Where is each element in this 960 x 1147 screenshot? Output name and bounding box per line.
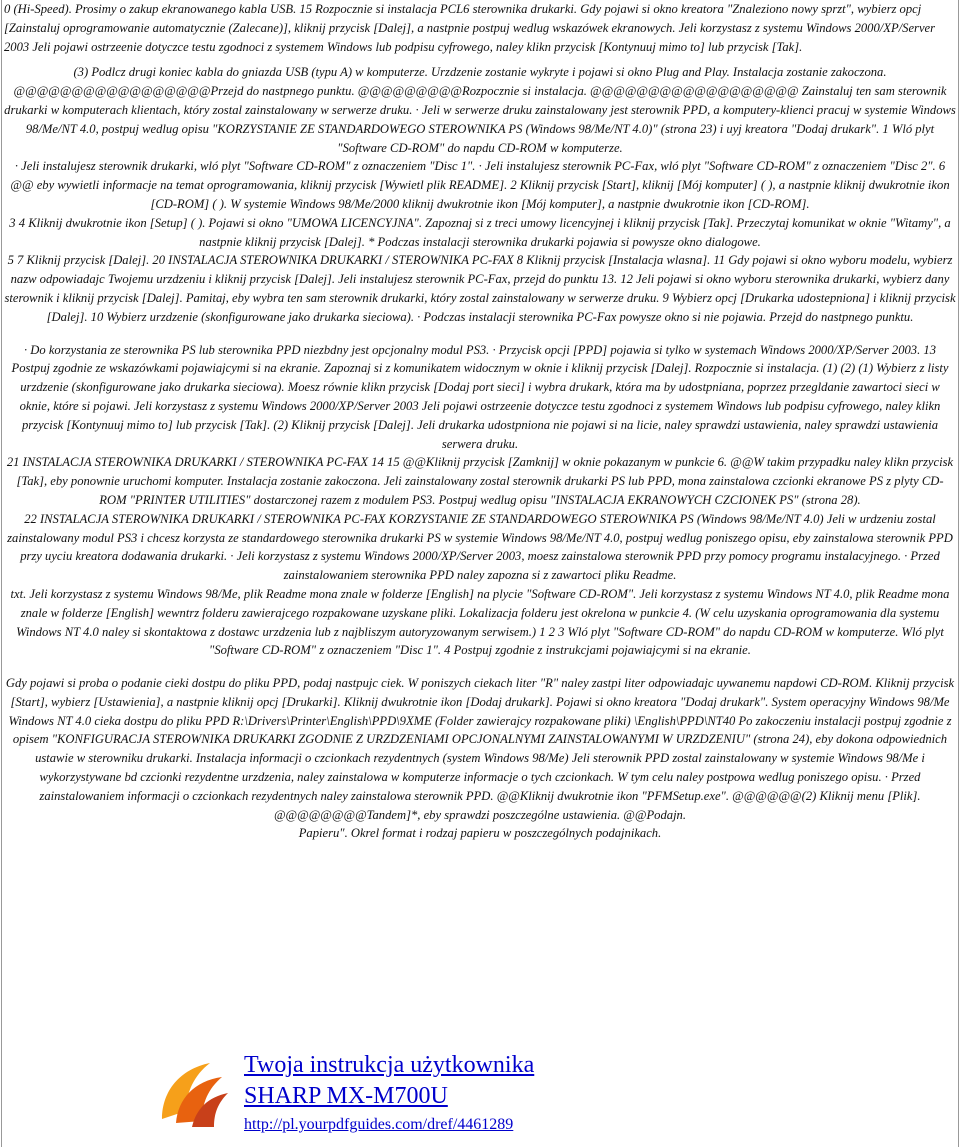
paragraph: 3 4 Kliknij dwukrotnie ikon [Setup] ( ). Pojawi si okno "UMOWA LICENCYJNA". Zapoznaj si z treci umowy licencyjnej i kliknij przycisk [Tak]. Przeczytaj komunikat w oknie "Witamy", a nastpnie kliknij przycisk [Dalej]. * Podczas instalacji sterownika drukarki pojawia si powysze okno dialogowe. (9, 215, 951, 249)
model-link[interactable]: SHARP MX-M700U (244, 1083, 448, 1109)
guide-url-link[interactable]: http://pl.yourpdfguides.com/dref/4461289 (244, 1116, 514, 1133)
guide-title-link[interactable]: Twoja instrukcja użytkownika (244, 1052, 535, 1078)
paragraph: 0 (Hi-Speed). Prosimy o zakup ekranowanego kabla USB. 15 Rozpocznie si instalacja PCL6 sterownika drukarki. Gdy pojawi si okno kreatora "Znaleziono nowy sprzt", wybierz opcj [Zainstaluj oprogramowanie automatycznie (Zalecane)], kliknij przycisk [Dalej], a nastpnie postpuj wedlug wskazówek ekranowych. Jeli korzystasz z systemu Windows 2000/XP/Server 2003 Jeli pojawi ostrzeenie dotyczce testu zgodnoci z systemem Windows lub podpisu cyfrowego, naley klikn przycisk [Kontynuuj mimo to] lub przycisk [Tak]. (4, 2, 936, 54)
paragraph: Gdy pojawi si proba o podanie cieki dostpu do pliku PPD, podaj nastpujc ciek. W poniszych ciekach liter "R" naley zastpi liter odpowiadajc uywanemu napdowi CD-ROM. Kliknij przycisk [Start], wybierz [Ustawienia], a nastpnie kliknij opcj [Drukarki]. Kliknij dwukrotnie ikon [Dodaj drukark]. Pojawi si okno kreatora "Dodaj drukark". System operacyjny Windows 98/Me Windows NT 4.0 cieka dostpu do pliku PPD R:\Drivers\Printer\English\PPD\9XME (Folder zawierajcy rozpakowane pliki) \English\PPD\NT40 Po zakoczeniu instalacji postpuj zgodnie z opisem "KONFIGURACJA STEROWNIKA DRUKARKI ZGODNIE Z URZDZENIAMI OPCJONALNYMI ZAINSTALOWANYMI W URZDZENIU" (strona 24), eby dokona odpowiednich ustawie w sterowniku drukarki. Instalacja informacji o czcionkach rezydentnych (system Windows 98/Me) Jeli sterownik PPD zostal zainstalowany w systemie Windows 98/Me i wykorzystywane bd czcionki rezydentne urzdzenia, naley zainstalowa w komputerze informacje o tych czcionkach. W tym celu naley postpowa wedlug poniszego opisu. · Przed zainstalowaniem informacji o czcionkach rezydentnych naley zainstalowa sterownik PPD. @@Kliknij dwukrotnie ikon "PFMSetup.exe". @@@@@@(2) Kliknij menu [Plik]. @@@@@@@@Tandem]*, eby sprawdzi poszczególne ustawienia. @@Podajn. (5, 676, 955, 822)
pdf-guide-logo-icon (152, 1051, 232, 1131)
paragraph: 21 INSTALACJA STEROWNIKA DRUKARKI / STEROWNIKA PC-FAX 14 15 @@Kliknij przycisk [Zamknij] w oknie pokazanym w punkcie 6. @@W takim przypadku naley klikn przycisk [Tak], eby ponownie uruchomi komputer. Instalacja zostanie zakoczona. Jeli zainstalowany zostal sterownik drukarki PS lub PPD, mona zainstalowa czcionki ekranowe PS z plyty CD-ROM "PRINTER UTILITIES" dostarczonej razem z modulem PS3. Postpuj wedlug opisu "INSTALACJA EKRANOWYCH CZCIONEK PS" (strona 28). (6, 455, 954, 507)
guide-footer (152, 1046, 752, 1142)
paragraph: · Jeli instalujesz sterownik drukarki, wló plyt "Software CD-ROM" z oznaczeniem "Disc 1". · Jeli instalujesz sterownik PC-Fax, wló plyt "Software CD-ROM" z oznaczeniem "Disc 2". 6 @@ eby wywietli informacje na temat oprogramowania, kliknij przycisk [Wywietl plik README]. 2 Kliknij przycisk [Start], kliknij [Mój komputer] ( ), a nastpnie kliknij dwukrotnie ikon [CD-ROM] ( ). W systemie Windows 98/Me/2000 kliknij dwukrotnie ikon [Mój komputer], a nastpnie dwukrotnie ikon [CD-ROM]. (10, 159, 950, 211)
paragraph: Papieru". Okrel format i rodzaj papieru w poszczególnych podajnikach. (298, 826, 662, 841)
paragraph: 22 INSTALACJA STEROWNIKA DRUKARKI / STEROWNIKA PC-FAX KORZYSTANIE ZE STANDARDOWEGO STEROWNIKA PS (Windows 98/Me/NT 4.0) Jeli w urdzeniu zostal zainstalowany modul PS3 i chcesz korzysta ze standardowego sterownika drukarki PS w systemie Windows 98/Me/NT 4.0, postpuj wedlug poniszego opisu, eby zainstalowa sterownik PPD przy uyciu kreatora dodawania drukarki. · Jeli korzystasz z systemu Windows 2000/XP/Server 2003, moesz zainstalowa sterownik PPD przy pomocy programu instalacyjnego. · Przed zainstalowaniem sterownika PPD naley zapozna si z zawartoci pliku Readme. (7, 511, 953, 583)
paragraph: 5 7 Kliknij przycisk [Dalej]. 20 INSTALACJA STEROWNIKA DRUKARKI / STEROWNIKA PC-FAX 8 Kliknij przycisk [Instalacja wlasna]. 11 Gdy pojawi si okno wyboru modelu, wybierz nazw odpowiadajc Twojemu urzdzeniu i kliknij przycisk [Dalej]. Jeli instalujesz sterownik PC-Fax, przejd do punktu 13. 12 Jeli pojawi si okno wyboru sterownika drukarki, wybierz dany sterownik i kliknij przycisk [Dalej]. Pamitaj, eby wybra ten sam sterownik drukarki, który zostal zainstalowany w serwerze druku. 9 Wybierz opcj [Drukarka udostepniona] i kliknij przycisk [Dalej]. 10 Wybierz urzdzenie (skonfigurowane jako drukarka sieciowa). · Podczas instalacji sterownika PC-Fax powysze okno si nie pojawia. Przejd do nastpnego punktu. (4, 253, 956, 324)
paragraph: txt. Jeli korzystasz z systemu Windows 98/Me, plik Readme mona znale w folderze [English] na plycie "Software CD-ROM". Jeli korzystasz z systemu Windows NT 4.0, plik Readme mona znale w folderze [English] wewntrz folderu zawierajcego rozpakowane uzyskane pliki. Lokalizacja folderu jest okrelona w punkcie 4. (W celu uzyskania oprogramowania dla systemu Windows NT 4.0 naley si skontaktowa z dostawc urzdzenia lub z najbliszym autoryzowanym serwisem.) 1 2 3 Wló plyt "Software CD-ROM" do napdu CD-ROM w komputerze. Wló plyt "Software CD-ROM" z oznaczeniem "Disc 1". 4 Postpuj zgodnie z instrukcjami pojawiajcymi si na ekranie. (10, 586, 950, 658)
paragraph: (3) Podlcz drugi koniec kabla do gniazda USB (typu A) w komputerze. Urzdzenie zostanie wykryte i pojawi si okno Plug and Play. Instalacja zostanie zakoczona. @@@@@@@@@@@@@@@@@Przejd do nastpnego punktu. @@@@@@@@@Rozpocznie si instalacja. @@@@@@@@@@@@@@@@@@ Zainstaluj ten sam sterownik drukarki w komputerach klientach, który zostal zainstalowany w serwerze druku. · Jeli w serwerze druku zainstalowany jest sterownik PPD, a komputery-klienci pracuj w systemie Windows 98/Me/NT 4.0, postpuj wedlug opisu "KORZYSTANIE ZE STANDARDOWEGO STEROWNIKA PS (Windows 98/Me/NT 4.0)" (strona 23) i uyj kreatora "Dodaj drukark". 1 Wló plyt "Software CD-ROM" do napdu CD-ROM w komputerze. (4, 65, 956, 155)
paragraph: · Do korzystania ze sterownika PS lub sterownika PPD niezbdny jest opcjonalny modul PS3. · Przycisk opcji [PPD] pojawia si tylko w systemach Windows 2000/XP/Server 2003. 13 Postpuj zgodnie ze wskazówkami pojawiajcymi si na ekranie. Zapoznaj si z komunikatem widocznym w oknie i kliknij przycisk [Dalej]. Rozpocznie si instalacja. (1) (2) (1) Wybierz z listy urzdzenie (skonfigurowane jako drukarka sieciowa). Moesz równie klikn przycisk [Dodaj port sieci] i wybra drukark, która ma by udostpniana, poprzez przegldanie zawartoci sieci w oknie, które si pojawi. Jeli korzystasz z systemu Windows 2000/XP/Server 2003 Jeli pojawi ostrzeenie dotyczce testu zgodnoci z systemem Windows lub podpisu cyfrowego, naley klikn przycisk [Kontynuuj mimo to] lub przycisk [Tak]. (2) Kliknij przycisk [Dalej]. Jeli drukarka udostpniona nie pojawi si na licie, naley sprawdzi ustawienia, naley sprawdzi ustawienia serwera druku. (11, 342, 949, 451)
